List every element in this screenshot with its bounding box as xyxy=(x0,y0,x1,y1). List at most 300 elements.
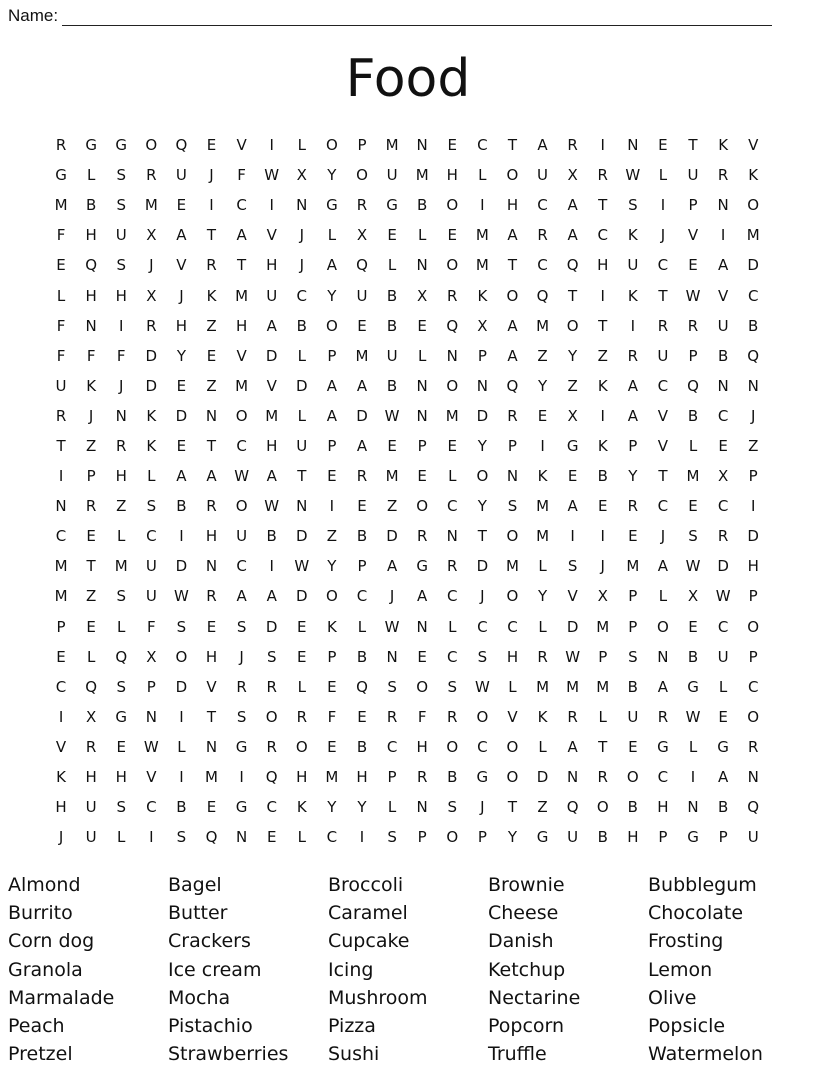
grid-letter: H xyxy=(747,557,759,576)
word-list-item: Icing xyxy=(328,958,374,981)
grid-letter: I xyxy=(480,196,485,215)
grid-letter: N xyxy=(235,828,248,847)
grid-letter: H xyxy=(266,256,278,275)
grid-letter: B xyxy=(447,768,458,787)
grid-letter: X xyxy=(356,226,368,245)
grid-letter: T xyxy=(658,286,668,305)
grid-letter: X xyxy=(296,166,307,185)
grid-letter: D xyxy=(296,527,308,546)
grid-letter: S xyxy=(116,166,126,185)
grid-letter: H xyxy=(506,647,519,666)
grid-letter: I xyxy=(209,196,214,215)
grid-letter: N xyxy=(446,527,458,546)
grid-letter: O xyxy=(506,286,519,305)
grid-letter: E xyxy=(357,497,367,516)
grid-letter: M xyxy=(596,677,610,696)
grid-letter: M xyxy=(536,527,550,546)
grid-letter: A xyxy=(507,346,518,365)
grid-letter: V xyxy=(507,707,518,726)
grid-letter: L xyxy=(538,737,547,756)
grid-letter: K xyxy=(627,226,638,245)
grid-letter: S xyxy=(236,707,247,726)
grid-letter: Q xyxy=(446,316,459,335)
word-list-item: Popcorn xyxy=(488,1014,565,1037)
grid-letter: X xyxy=(567,166,578,185)
grid-letter: E xyxy=(718,436,728,455)
grid-letter: C xyxy=(236,557,247,576)
grid-letter: N xyxy=(416,617,428,636)
grid-letter: V xyxy=(657,406,669,425)
grid-letter: S xyxy=(176,828,187,847)
grid-letter: P xyxy=(748,467,758,486)
grid-letter: T xyxy=(477,527,487,546)
grid-letter: N xyxy=(687,798,699,817)
grid-letter: H xyxy=(627,828,639,847)
grid-letter: C xyxy=(477,136,488,155)
grid-letter: H xyxy=(85,768,97,787)
grid-letter: A xyxy=(356,376,368,395)
grid-letter: D xyxy=(175,406,188,425)
grid-letter: R xyxy=(657,707,669,726)
grid-letter: C xyxy=(236,196,247,215)
page-title: Food xyxy=(345,49,471,109)
grid-letter: O xyxy=(145,136,158,155)
grid-letter: P xyxy=(628,436,638,455)
word-search-grid xyxy=(46,130,768,852)
grid-letter: M xyxy=(415,166,429,185)
grid-letter: D xyxy=(265,617,278,636)
grid-letter: Q xyxy=(506,376,519,395)
grid-letter: H xyxy=(506,196,519,215)
grid-letter: P xyxy=(86,467,96,486)
grid-letter: V xyxy=(206,677,217,696)
grid-letter: R xyxy=(597,166,608,185)
grid-letter: O xyxy=(596,798,609,817)
grid-letter: Z xyxy=(748,436,759,455)
grid-letter: B xyxy=(717,346,729,365)
grid-letter: M xyxy=(144,196,158,215)
grid-letter: Y xyxy=(327,557,337,576)
grid-letter: S xyxy=(387,828,397,847)
grid-letter: I xyxy=(58,467,64,486)
word-list-item: Popsicle xyxy=(648,1014,726,1037)
grid-letter: E xyxy=(597,497,608,516)
grid-letter: P xyxy=(327,436,337,455)
grid-letter: C xyxy=(55,527,67,546)
grid-letter: W xyxy=(384,406,400,425)
grid-letter: I xyxy=(600,406,605,425)
grid-letter: R xyxy=(627,497,639,516)
grid-letter: Y xyxy=(537,587,548,606)
grid-letter: O xyxy=(506,587,519,606)
grid-letter: B xyxy=(748,316,759,335)
word-list-item: Lemon xyxy=(648,958,713,981)
grid-letter: R xyxy=(447,286,458,305)
grid-letter: J xyxy=(209,166,214,185)
grid-letter: E xyxy=(206,136,217,155)
name-field xyxy=(8,6,772,26)
grid-letter: R xyxy=(416,768,428,787)
grid-letter: C xyxy=(477,737,488,756)
grid-letter: S xyxy=(507,497,518,516)
grid-letter: N xyxy=(567,768,579,787)
grid-letter: F xyxy=(237,166,246,185)
grid-letter: M xyxy=(325,768,339,787)
grid-letter: C xyxy=(717,406,729,425)
grid-letter: A xyxy=(266,587,277,606)
grid-letter: U xyxy=(85,798,97,817)
grid-letter: V xyxy=(748,136,759,155)
grid-letter: I xyxy=(179,707,184,726)
grid-letter: M xyxy=(54,196,68,215)
grid-letter: F xyxy=(417,707,427,726)
grid-letter: R xyxy=(85,737,97,756)
grid-letter: A xyxy=(627,406,638,425)
grid-letter: D xyxy=(476,406,489,425)
grid-letter: P xyxy=(598,647,608,666)
grid-letter: L xyxy=(86,647,96,666)
grid-letter: E xyxy=(176,196,187,215)
grid-letter: P xyxy=(688,346,698,365)
grid-letter: E xyxy=(56,647,66,666)
grid-letter: H xyxy=(235,316,248,335)
grid-letter: Q xyxy=(356,256,368,275)
grid-letter: Y xyxy=(327,286,337,305)
grid-letter: X xyxy=(146,226,157,245)
grid-letter: E xyxy=(266,828,277,847)
word-list-item: Ketchup xyxy=(488,958,566,981)
grid-letter: W xyxy=(234,467,250,486)
grid-letter: K xyxy=(477,286,488,305)
grid-letter: J xyxy=(179,286,184,305)
grid-letter: R xyxy=(146,316,157,335)
grid-letter: A xyxy=(176,467,187,486)
grid-letter: R xyxy=(447,707,458,726)
grid-letter: L xyxy=(117,617,126,636)
grid-letter: H xyxy=(205,647,218,666)
grid-letter: P xyxy=(327,346,337,365)
grid-letter: Y xyxy=(327,166,337,185)
grid-letter: Z xyxy=(537,798,548,817)
grid-letter: K xyxy=(56,768,66,787)
grid-letter: O xyxy=(416,497,429,516)
grid-letter: E xyxy=(86,617,96,636)
grid-letter: D xyxy=(175,677,188,696)
grid-letter: U xyxy=(115,226,127,245)
grid-letter: R xyxy=(116,436,127,455)
grid-letter: M xyxy=(385,467,399,486)
word-list-item: Sushi xyxy=(328,1043,380,1066)
grid-letter: I xyxy=(690,768,696,787)
grid-letter: C xyxy=(146,798,157,817)
grid-letter: A xyxy=(567,497,578,516)
grid-letter: R xyxy=(206,256,217,275)
grid-letter: P xyxy=(327,647,337,666)
grid-letter: V xyxy=(717,286,729,305)
grid-letter: L xyxy=(688,436,698,455)
grid-letter: L xyxy=(508,677,517,696)
grid-letter: H xyxy=(115,286,127,305)
grid-letter: C xyxy=(657,376,669,395)
grid-letter: K xyxy=(537,707,548,726)
grid-letter: L xyxy=(718,677,728,696)
grid-letter: R xyxy=(567,707,578,726)
grid-letter: A xyxy=(266,316,277,335)
grid-letter: G xyxy=(115,136,128,155)
word-list-item: Granola xyxy=(8,958,83,981)
grid-letter: A xyxy=(266,467,277,486)
grid-letter: C xyxy=(657,768,669,787)
grid-letter: P xyxy=(387,768,397,787)
grid-letter: L xyxy=(658,587,668,606)
grid-letter: G xyxy=(536,828,549,847)
grid-letter: B xyxy=(386,376,398,395)
grid-letter: R xyxy=(55,406,67,425)
grid-letter: H xyxy=(356,768,368,787)
grid-letter: B xyxy=(417,196,428,215)
grid-letter: H xyxy=(657,798,669,817)
grid-letter: E xyxy=(387,226,397,245)
word-list-item: Pizza xyxy=(328,1014,376,1037)
grid-letter: D xyxy=(145,346,158,365)
grid-letter: A xyxy=(236,587,247,606)
grid-letter: B xyxy=(266,527,277,546)
grid-letter: X xyxy=(146,286,157,305)
grid-letter: D xyxy=(747,256,759,275)
grid-letter: J xyxy=(660,226,666,245)
grid-letter: L xyxy=(598,707,607,726)
grid-letter: F xyxy=(327,707,337,726)
grid-letter: R xyxy=(447,557,458,576)
grid-letter: O xyxy=(235,406,248,425)
grid-letter: M xyxy=(355,346,369,365)
grid-letter: V xyxy=(55,737,67,756)
grid-letter: E xyxy=(387,436,397,455)
grid-letter: E xyxy=(688,497,698,516)
grid-letter: O xyxy=(446,376,459,395)
grid-letter: R xyxy=(356,196,368,215)
grid-letter: A xyxy=(356,436,368,455)
grid-letter: I xyxy=(269,136,274,155)
grid-letter: O xyxy=(747,707,760,726)
grid-letter: U xyxy=(386,346,398,365)
grid-letter: L xyxy=(297,828,306,847)
grid-letter: D xyxy=(717,557,729,576)
grid-letter: O xyxy=(325,316,338,335)
grid-letter: R xyxy=(85,497,97,516)
grid-letter: G xyxy=(386,196,398,215)
grid-letter: F xyxy=(56,346,66,365)
word-list-item: Brownie xyxy=(488,874,565,896)
grid-letter: L xyxy=(688,737,698,756)
grid-letter: B xyxy=(356,647,368,666)
grid-letter: G xyxy=(235,798,248,817)
grid-letter: A xyxy=(326,256,338,275)
grid-letter: E xyxy=(688,256,698,275)
grid-letter: R xyxy=(537,647,548,666)
grid-letter: B xyxy=(687,406,699,425)
grid-letter: E xyxy=(86,527,96,546)
grid-letter: W xyxy=(685,707,701,726)
grid-letter: K xyxy=(296,798,307,817)
grid-letter: O xyxy=(506,527,519,546)
grid-letter: V xyxy=(687,226,699,245)
grid-letter: Q xyxy=(265,768,278,787)
grid-letter: K xyxy=(146,436,157,455)
grid-letter: U xyxy=(717,647,729,666)
grid-letter: E xyxy=(297,617,307,636)
grid-letter: J xyxy=(58,828,64,847)
grid-letter: T xyxy=(507,136,518,155)
grid-letter: L xyxy=(297,346,306,365)
grid-letter: T xyxy=(86,557,96,576)
grid-letter: T xyxy=(658,467,668,486)
grid-letter: Q xyxy=(687,376,699,395)
word-list-item: Chocolate xyxy=(648,902,744,925)
grid-letter: Z xyxy=(86,436,97,455)
word-list-item: Strawberries xyxy=(168,1043,289,1066)
grid-letter: O xyxy=(325,136,338,155)
grid-letter: I xyxy=(149,828,154,847)
grid-letter: C xyxy=(266,798,277,817)
grid-letter: E xyxy=(658,136,668,155)
grid-letter: Q xyxy=(747,346,760,365)
grid-letter: B xyxy=(627,798,638,817)
grid-letter: X xyxy=(597,587,608,606)
grid-letter: L xyxy=(448,617,457,636)
grid-letter: O xyxy=(476,467,489,486)
grid-letter: J xyxy=(660,527,666,546)
grid-letter: X xyxy=(146,647,157,666)
grid-letter: B xyxy=(386,286,398,305)
grid-letter: K xyxy=(206,286,217,305)
grid-letter: S xyxy=(116,196,126,215)
grid-letter: H xyxy=(115,467,127,486)
grid-letter: E xyxy=(688,617,698,636)
grid-letter: N xyxy=(115,406,127,425)
grid-letter: L xyxy=(327,226,337,245)
grid-letter: H xyxy=(115,768,127,787)
grid-letter: D xyxy=(296,587,308,606)
grid-letter: A xyxy=(206,467,217,486)
grid-letter: Q xyxy=(85,677,98,696)
grid-letter: E xyxy=(357,316,367,335)
grid-letter: M xyxy=(475,226,489,245)
grid-letter: T xyxy=(297,467,307,486)
grid-letter: X xyxy=(417,286,428,305)
grid-letter: I xyxy=(570,527,575,546)
grid-letter: N xyxy=(205,557,218,576)
word-list xyxy=(8,874,808,1071)
grid-letter: G xyxy=(687,677,699,696)
grid-letter: N xyxy=(717,376,729,395)
grid-letter: N xyxy=(627,136,639,155)
grid-letter: M xyxy=(475,256,489,275)
grid-letter: I xyxy=(660,196,666,215)
grid-letter: Q xyxy=(747,798,760,817)
word-list-item: Bubblegum xyxy=(648,874,757,896)
word-list-item: Almond xyxy=(8,874,81,896)
grid-letter: T xyxy=(237,256,247,275)
word-list-item: Burrito xyxy=(8,902,73,925)
grid-letter: Y xyxy=(477,436,487,455)
grid-letter: P xyxy=(688,196,698,215)
grid-letter: P xyxy=(146,677,156,696)
grid-letter: T xyxy=(598,316,608,335)
grid-letter: W xyxy=(264,497,280,516)
grid-letter: A xyxy=(537,136,548,155)
grid-letter: E xyxy=(447,226,457,245)
grid-letter: R xyxy=(537,226,548,245)
grid-letter: P xyxy=(477,346,487,365)
grid-letter: D xyxy=(145,376,158,395)
grid-letter: O xyxy=(446,828,459,847)
grid-letter: O xyxy=(506,737,519,756)
grid-letter: E xyxy=(327,677,337,696)
word-list-item: Broccoli xyxy=(328,874,404,896)
grid-letter: X xyxy=(717,467,729,486)
grid-letter: L xyxy=(478,166,487,185)
grid-letter: L xyxy=(297,136,306,155)
grid-letter: N xyxy=(416,136,428,155)
grid-letter: O xyxy=(265,707,278,726)
grid-letter: Z xyxy=(567,376,578,395)
grid-letter: C xyxy=(447,587,458,606)
grid-letter: N xyxy=(747,376,759,395)
grid-letter: C xyxy=(296,286,308,305)
grid-letter: E xyxy=(56,256,66,275)
grid-letter: U xyxy=(567,828,579,847)
grid-letter: A xyxy=(717,768,729,787)
word-list-item: Danish xyxy=(488,930,554,953)
grid-letter: E xyxy=(116,737,126,756)
grid-letter: S xyxy=(387,677,397,696)
grid-letter: F xyxy=(116,346,126,365)
grid-letter: O xyxy=(446,196,459,215)
grid-letter: I xyxy=(119,316,124,335)
grid-letter: M xyxy=(596,617,610,636)
grid-letter: A xyxy=(657,557,669,576)
grid-letter: R xyxy=(717,166,729,185)
grid-letter: I xyxy=(600,136,605,155)
grid-letter: S xyxy=(116,587,126,606)
word-list-item: Nectarine xyxy=(488,986,581,1009)
grid-letter: T xyxy=(688,136,698,155)
grid-letter: I xyxy=(269,557,274,576)
grid-letter: N xyxy=(416,406,428,425)
grid-letter: K xyxy=(597,436,608,455)
grid-letter: X xyxy=(567,406,578,425)
grid-letter: K xyxy=(86,376,97,395)
grid-letter: A xyxy=(567,196,578,215)
grid-letter: M xyxy=(626,557,640,576)
grid-letter: U xyxy=(236,527,248,546)
grid-letter: S xyxy=(688,527,698,546)
word-list-item: Watermelon xyxy=(648,1043,763,1066)
grid-letter: H xyxy=(296,768,308,787)
grid-letter: R xyxy=(416,527,428,546)
grid-letter: E xyxy=(567,467,578,486)
grid-letter: P xyxy=(357,136,367,155)
grid-letter: P xyxy=(417,828,427,847)
grid-letter: H xyxy=(597,256,609,275)
grid-letter: O xyxy=(506,768,519,787)
grid-letter: K xyxy=(627,286,638,305)
grid-letter: S xyxy=(447,677,458,696)
grid-letter: B xyxy=(176,798,187,817)
grid-letter: J xyxy=(88,406,94,425)
grid-letter: M xyxy=(114,557,128,576)
